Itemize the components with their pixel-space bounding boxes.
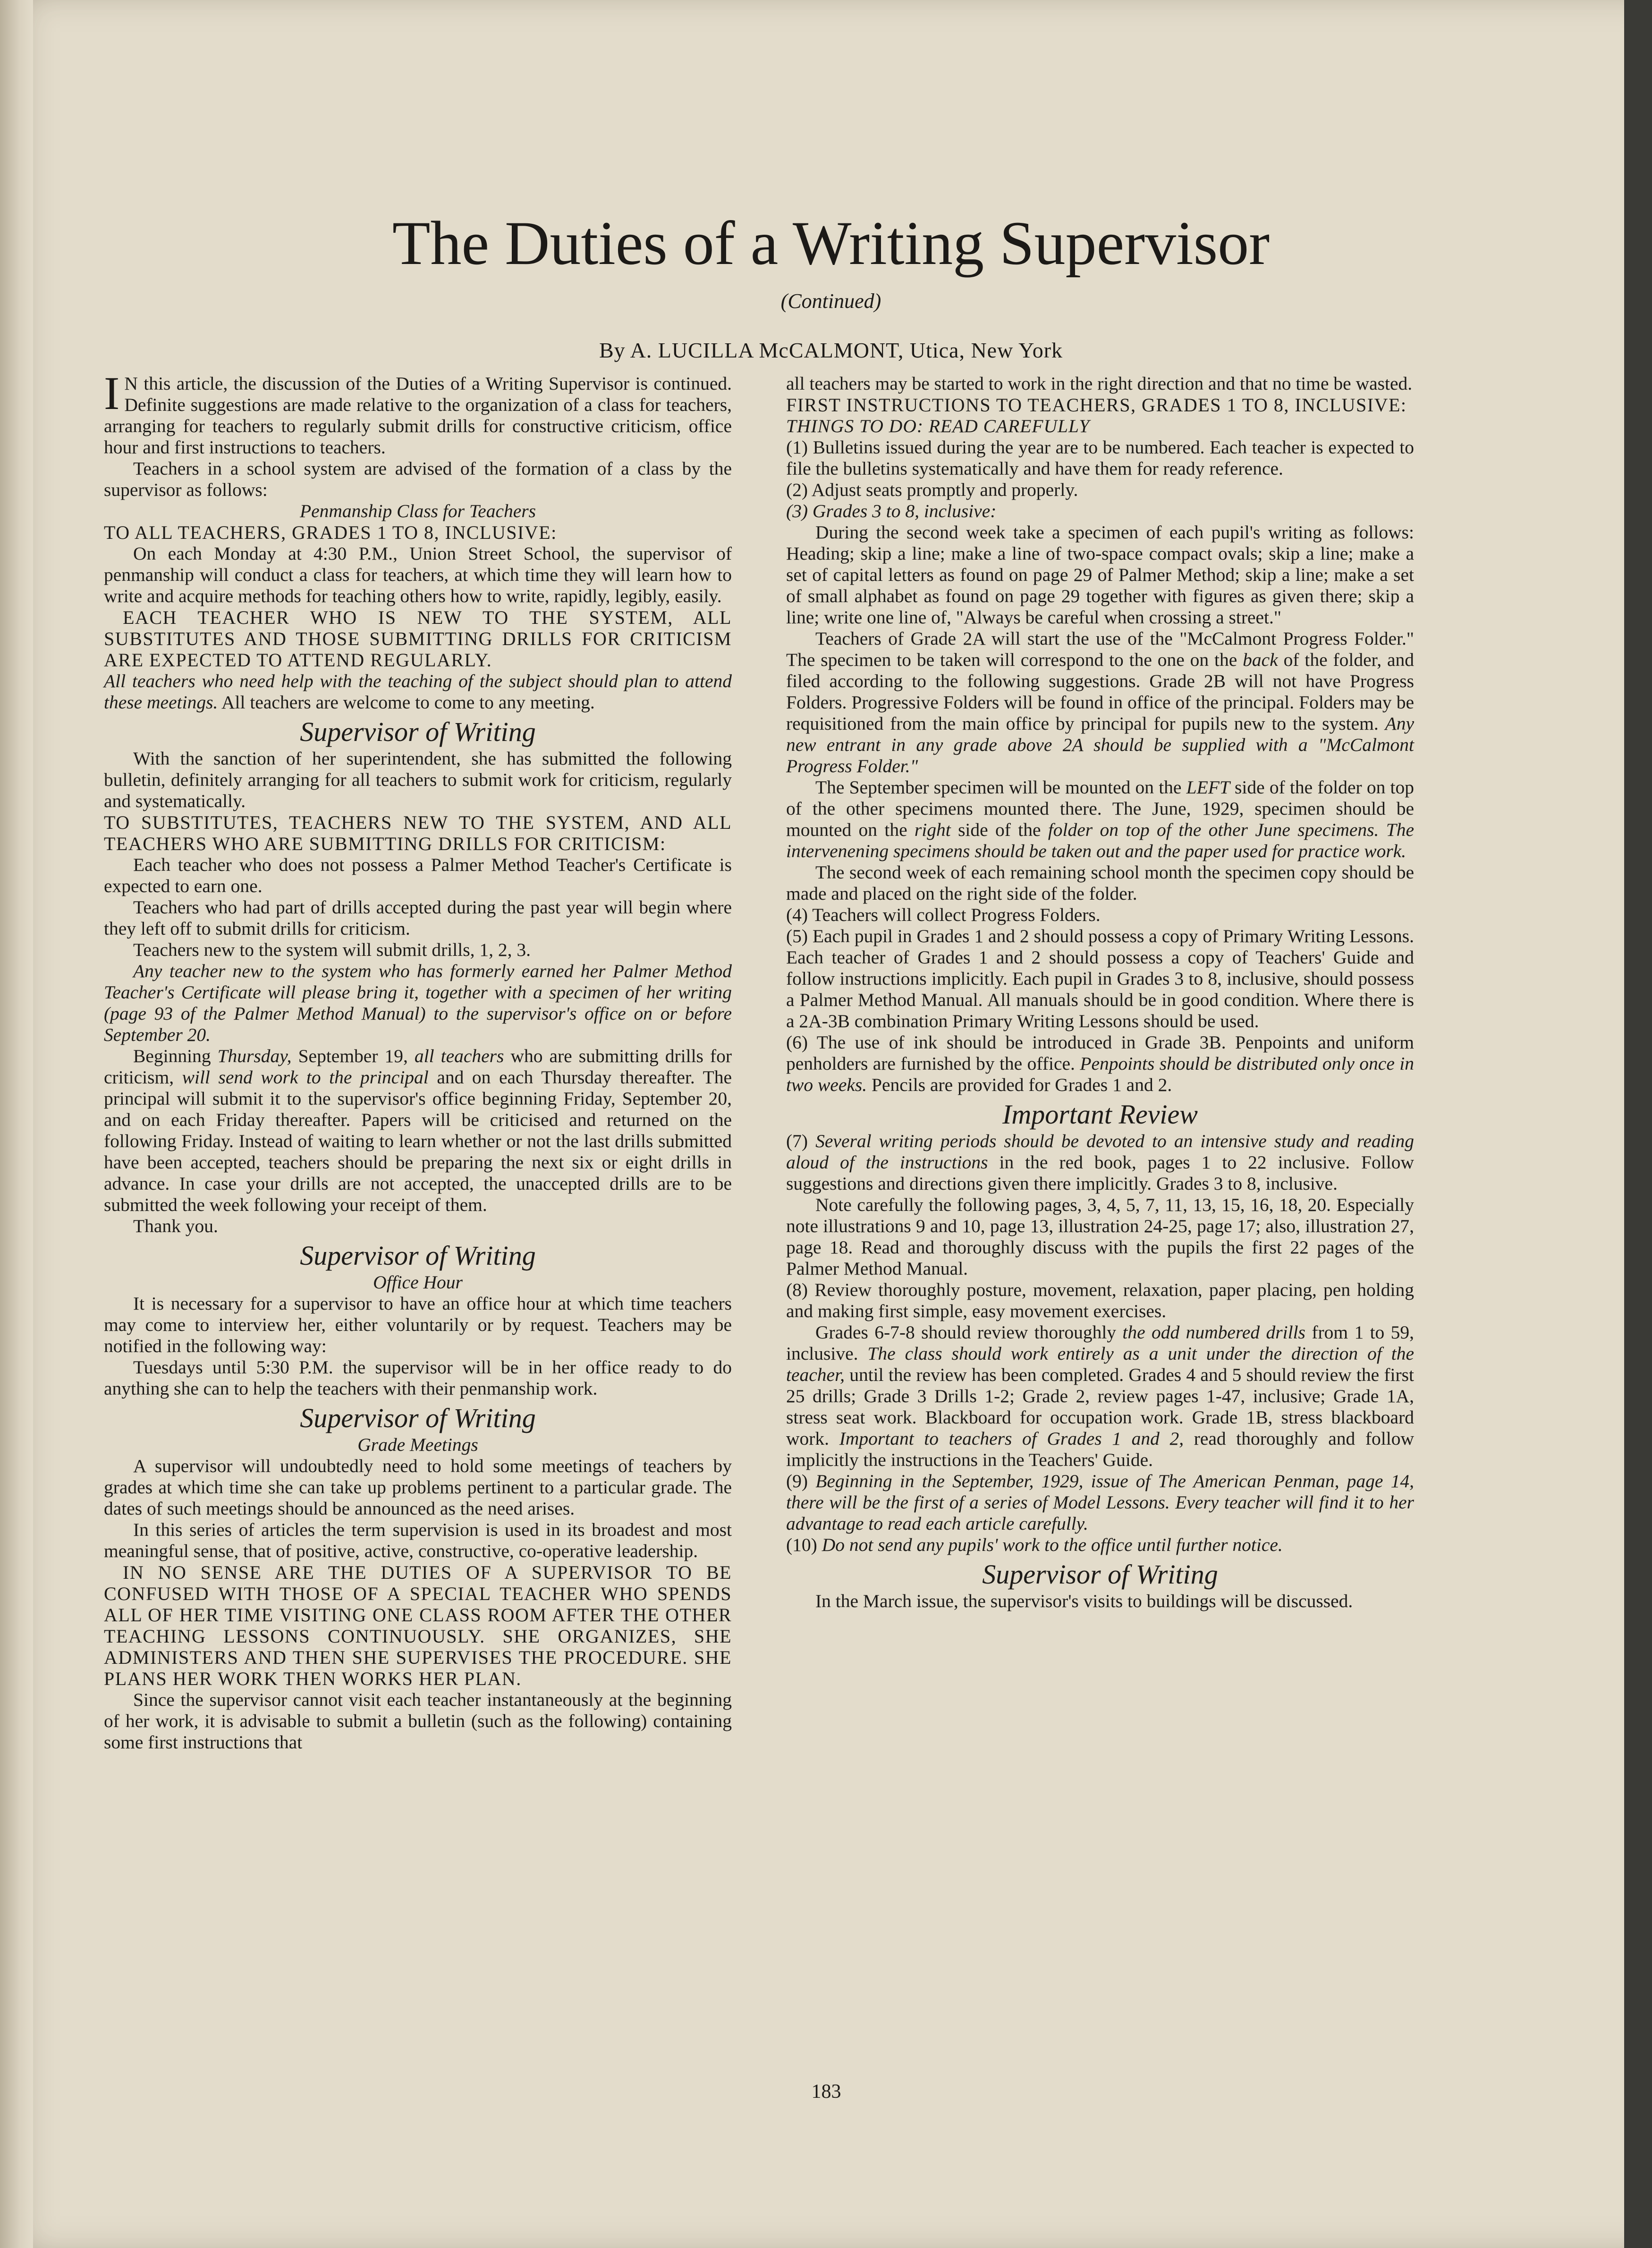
paragraph: Teachers who had part of drills accepted during the past year will begin where they left off to submit drills for criticism. [104, 897, 732, 939]
paragraph: Grades 6-7-8 should review thoroughly the odd numbered drills from 1 to 59, inclusive. The class should work entirely as a unit under the direction of the teacher, until the review has been completed. Grades 4 and 5 should review the first 25 drills; Grade 3 Drills 1-2; Grade 2, review pages 1-47, inclusive; Grade 1A, stress seat work. Blackboard for occupation work. Grade 1B, stress blackboard work. Important to teachers of Grades 1 and 2, read thoroughly and follow implicitly the instructions in the Teachers' Guide. [786, 1322, 1415, 1470]
article-header [203, 208, 1459, 363]
numbered-item: (7) Several writing periods should be devoted to an intensive study and reading aloud of the instructions in the red book, pages 1 to 22 inclusive. Follow suggestions and directions given there implicitly. Grades 3 to 8, inclusive. [786, 1131, 1414, 1194]
paragraph: Any teacher new to the system who has formerly earned her Palmer Method Teacher's Certificate will please bring it, together with a specimen of her writing (page 93 of the Palmer Method Manual) to the supervisor's office on or before September 20. [104, 961, 732, 1045]
instructions-heading: FIRST INSTRUCTIONS TO TEACHERS, GRADES 1 TO 8, INCLUSIVE: [786, 394, 1407, 416]
section-subheading: Office Hour [373, 1272, 463, 1293]
numbered-item: (2) Adjust seats promptly and properly. [786, 479, 1078, 500]
intro-paragraph: I N this article, the discussion of the Duties of a Writing Supervisor is continued. Definite suggestions are made relative to the organization of a class for teachers, arranging for teachers to regularly submit drills for constructive criticism, office hour and first instructions to teachers. [104, 367, 732, 458]
numbered-item: (3) Grades 3 to 8, inclusive: [786, 501, 997, 521]
paragraph: All teachers who need help with the teaching of the subject should plan to attend these meetings. All teachers are welcome to come to any meeting. [104, 671, 732, 713]
section-heading: Supervisor of Writing [300, 716, 536, 747]
page-number: 183 [811, 2081, 841, 2103]
paragraph: Note carefully the following pages, 3, 4, 5, 7, 11, 13, 15, 16, 18, 20. Especially note illustrations 9 and 10, page 13, illustration 24-25, page 17; also, illustration 27, page 18. Read and thoroughly discuss with the pupils the first 22 pages of the Palmer Method Manual. [786, 1194, 1414, 1279]
paragraph: Beginning Thursday, September 19, all teachers who are submitting drills for criticism, will send work to the principal and on each Thursday thereafter. The principal will submit it to the supervisor's office beginning Friday, September 20, and on each Friday thereafter. Papers will be criticised and returned on the following Friday. Instead of waiting to learn whether or not the last drills submitted have been accepted, teachers should be preparing the next six or eight drills in advance. In case your drills are not accepted, the unaccepted drills are to be submitted the week following your receipt of them. [104, 1046, 732, 1215]
numbered-item: (5) Each pupil in Grades 1 and 2 should possess a copy of Primary Writing Lessons. Each teacher of Grades 1 and 2 should possess a copy of Teachers' Guide and follow instructions implicitly. Each pupil in Grades 3 to 8, inclusive, should possess a Palmer Method Manual. All manuals should be in good condition. Where there is a 2A-3B combination Primary Writing Lessons should be used. [786, 926, 1414, 1031]
penmanship-class-heading: Penmanship Class for Teachers [300, 501, 536, 521]
paragraph: Each teacher who does not possess a Palmer Method Teacher's Certificate is expected to earn one. [104, 854, 732, 896]
article-byline: By A. LUCILLA McCALMONT, Utica, New York [599, 338, 1063, 362]
caps-paragraph: EACH TEACHER WHO IS NEW TO THE SYSTEM, ALL SUBSTITUTES AND THOSE SUBMITTING DRILLS FOR CRITICISM ARE EXPECTED TO ATTEND REGULARLY. [104, 607, 732, 671]
paragraph: In the March issue, the supervisor's visits to buildings will be discussed. [815, 1591, 1353, 1611]
article-title: The Duties of a Writing Supervisor [392, 208, 1270, 278]
paragraph: During the second week take a specimen of each pupil's writing as follows: Heading; skip a line; make a line of two-space compact ovals; skip a line; make a set of capital letters as found on page 29 of Palmer Method; skip a line; make a set of small alphabet as found on page 29 together with figures as given there; skip a line; write one line of, "Always be careful when crossing a street." [786, 522, 1414, 628]
paragraph: In this series of articles the term supervision is used in its broadest and most meaningful sense, that of positive, active, constructive, co-operative leadership. [104, 1519, 732, 1561]
section-heading: Important Review [1002, 1099, 1198, 1130]
numbered-item: (1) Bulletins issued during the year are to be numbered. Each teacher is expected to file the bulletins systematically and have them for ready reference. [786, 437, 1414, 479]
things-to-do-heading: THINGS TO DO: READ CAREFULLY [786, 416, 1090, 436]
numbered-item: (8) Review thoroughly posture, movement, relaxation, paper placing, pen holding and making first simple, easy movement exercises. [786, 1279, 1414, 1321]
paragraph: Teachers of Grade 2A will start the use of the "McCalmont Progress Folder." The specimen to be taken will correspond to the one on the back of the folder, and filed according to the following suggestions. Grade 2B will not have Progress Folders. Progressive Folders will be found in office of the principal. Folders may be requisitioned from the main office by principal for pupils new to the system. Any new entrant in any grade above 2A should be supplied with a "McCalmont Progress Folder." [786, 628, 1415, 776]
paragraph: Since the supervisor cannot visit each teacher instantaneously at the beginning of her work, it is advisable to submit a bulletin (such as the following) containing some first instructions that [104, 1689, 732, 1753]
drop-cap: I [104, 367, 120, 419]
paragraph: With the sanction of her superintendent, she has submitted the following bulletin, definitely arranging for all teachers to submit work for criticism, regularly and systematically. [104, 748, 732, 811]
article-subtitle: (Continued) [780, 290, 881, 313]
paragraph: It is necessary for a supervisor to have an office hour at which time teachers may come to interview her, either voluntarily or by request. Teachers may be notified in the following way: [104, 1293, 732, 1356]
paragraph: all teachers may be started to work in the right direction and that no time be wasted. [786, 373, 1413, 394]
paragraph: A supervisor will undoubtedly need to hold some meetings of teachers by grades at which time she can take up problems pertinent to a particular grade. The dates of such meetings should be announced as the need arises. [104, 1456, 732, 1519]
numbered-item: (4) Teachers will collect Progress Folders. [786, 904, 1101, 925]
paragraph: On each Monday at 4:30 P.M., Union Street School, the supervisor of penmanship will conduct a class for teachers, at which time they will learn how to write and acquire methods for teaching others how to write, rapidly, legibly, easily. [104, 543, 732, 606]
caps-paragraph: IN NO SENSE ARE THE DUTIES OF A SUPERVISOR TO BE CONFUSED WITH THOSE OF A SPECIAL TEACHER WHO SPENDS ALL OF HER TIME VISITING ONE CLASS ROOM AFTER THE OTHER TEACHING LESSONS CONTINUOUSLY. SHE ORGANIZES, SHE ADMINISTERS AND THEN SHE SUPERVISES THE PROCEDURE. SHE PLANS HER WORK THEN WORKS HER PLAN. [104, 1562, 732, 1689]
paragraph: Tuesdays until 5:30 P.M. the supervisor will be in her office ready to do anything she can to help the teachers with their penmanship work. [104, 1357, 732, 1399]
paragraph: Teachers new to the system will submit drills, 1, 2, 3. [133, 939, 531, 960]
numbered-item: (10) Do not send any pupils' work to the office until further notice. [786, 1534, 1283, 1555]
paragraph: The September specimen will be mounted on the LEFT side of the folder on top of the other specimens mounted there. The June, 1929, specimen should be mounted on the right side of the folder on top of the other June specimens. The intervenening specimens should be taken out and the paper used for practice work. [786, 777, 1415, 861]
paragraph: The second week of each remaining school month the specimen copy should be made and placed on the right side of the folder. [786, 862, 1414, 904]
numbered-item: (6) The use of ink should be introduced in Grade 3B. Penpoints and uniform penholders are furnished by the office. Penpoints should be distributed only once in two weeks. Pencils are provided for Grades 1 and 2. [786, 1032, 1415, 1095]
right-column [786, 373, 1414, 1612]
caps-paragraph: TO SUBSTITUTES, TEACHERS NEW TO THE SYSTEM, AND ALL TEACHERS WHO ARE SUBMITTING DRILLS FOR CRITICISM: [104, 812, 732, 854]
page-gutter-shadow [0, 0, 33, 2248]
section-heading: Supervisor of Writing [300, 1403, 536, 1433]
section-subheading: Grade Meetings [357, 1434, 478, 1455]
paragraph: Thank you. [133, 1216, 218, 1236]
section-heading: Supervisor of Writing [982, 1559, 1218, 1590]
paragraph: Teachers in a school system are advised of the formation of a class by the supervisor as follows: [104, 458, 732, 500]
section-heading: Supervisor of Writing [300, 1240, 536, 1271]
notice-heading: TO ALL TEACHERS, GRADES 1 TO 8, INCLUSIVE: [104, 522, 557, 543]
left-column [104, 367, 732, 1753]
numbered-item: (9) Beginning in the September, 1929, issue of The American Penman, page 14, there will be the first of a series of Model Lessons. Every teacher will find it to her advantage to read each article carefully. [786, 1471, 1414, 1534]
